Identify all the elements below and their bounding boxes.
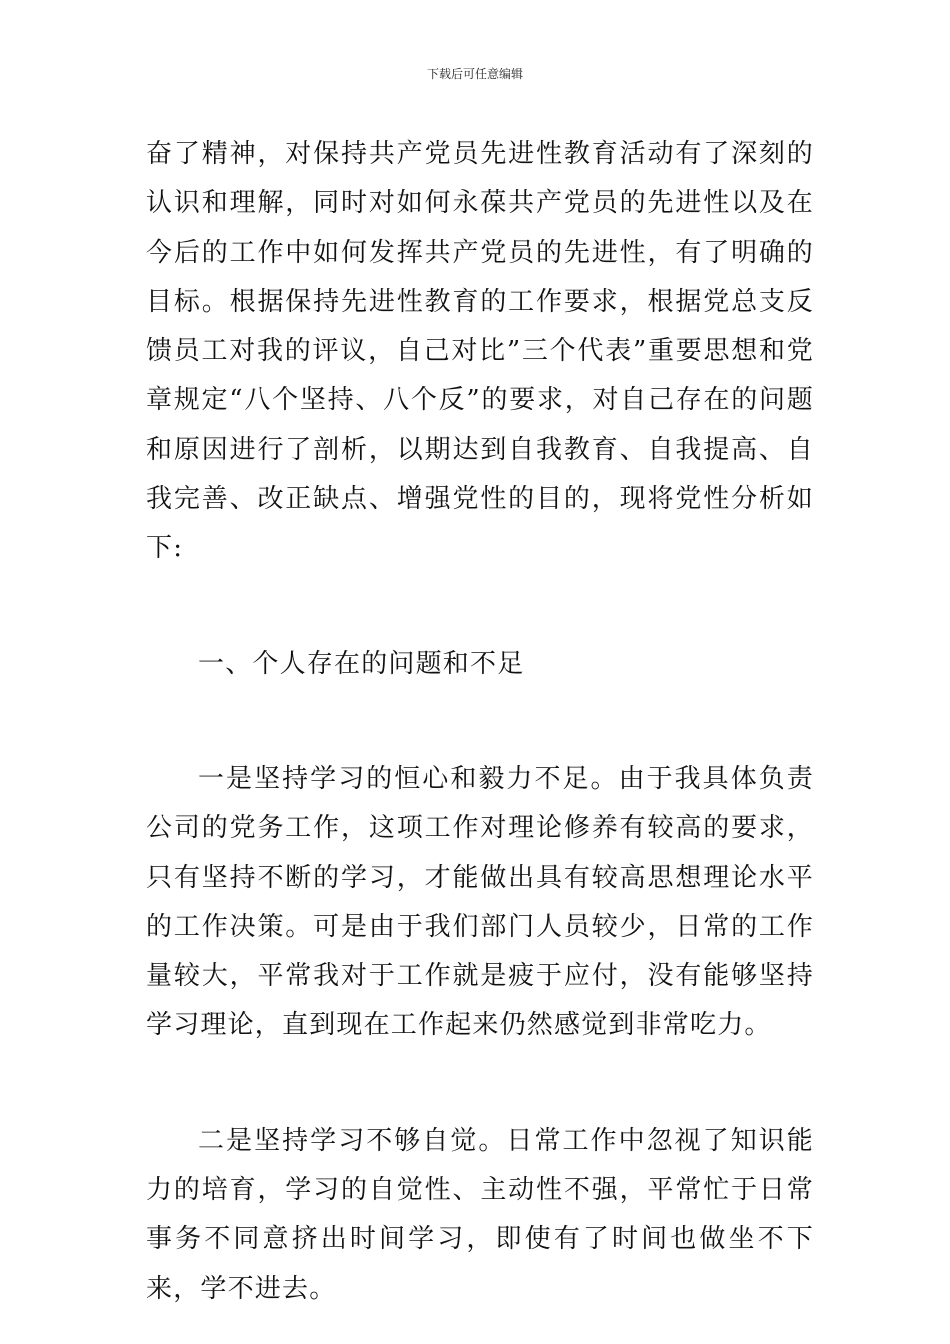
page-header: 下载后可任意编辑 xyxy=(426,67,523,81)
section-heading: 一、个人存在的问题和不足 xyxy=(198,648,525,679)
document-body xyxy=(146,130,814,1314)
paragraph-point-two: 二是坚持学习不够自觉。日常工作中忽视了知识能力的培育，学习的自觉性、主动性不强，平常忙于日常事务不同意挤出时间学习，即使有了时间也做坐不下来，学不进去。 xyxy=(146,1125,814,1304)
paragraph-intro: 奋了精神，对保持共产党员先进性教育活动有了深刻的认识和理解，同时对如何永葆共产党员的先进性以及在今后的工作中如何发挥共产党员的先进性，有了明确的目标。根据保持先进性教育的工作要求，根据党总支反馈员工对我的评议，自己对比”三个代表”重要思想和党章规定“八个坚持、八个反”的要求，对自己存在的问题和原因进行了剖析，以期达到自我教育、自我提高、自我完善、改正缺点、增强党性的目的，现将党性分析如下: xyxy=(146,139,814,564)
paragraph-point-one: 一是坚持学习的恒心和毅力不足。由于我具体负责公司的党务工作，这项工作对理论修养有较高的要求，只有坚持不断的学习，才能做出具有较高思想理论水平的工作决策。可是由于我们部门人员较少，日常的工作量较大，平常我对于工作就是疲于应付，没有能够坚持学习理论，直到现在工作起来仍然感觉到非常吃力。 xyxy=(146,763,814,1041)
